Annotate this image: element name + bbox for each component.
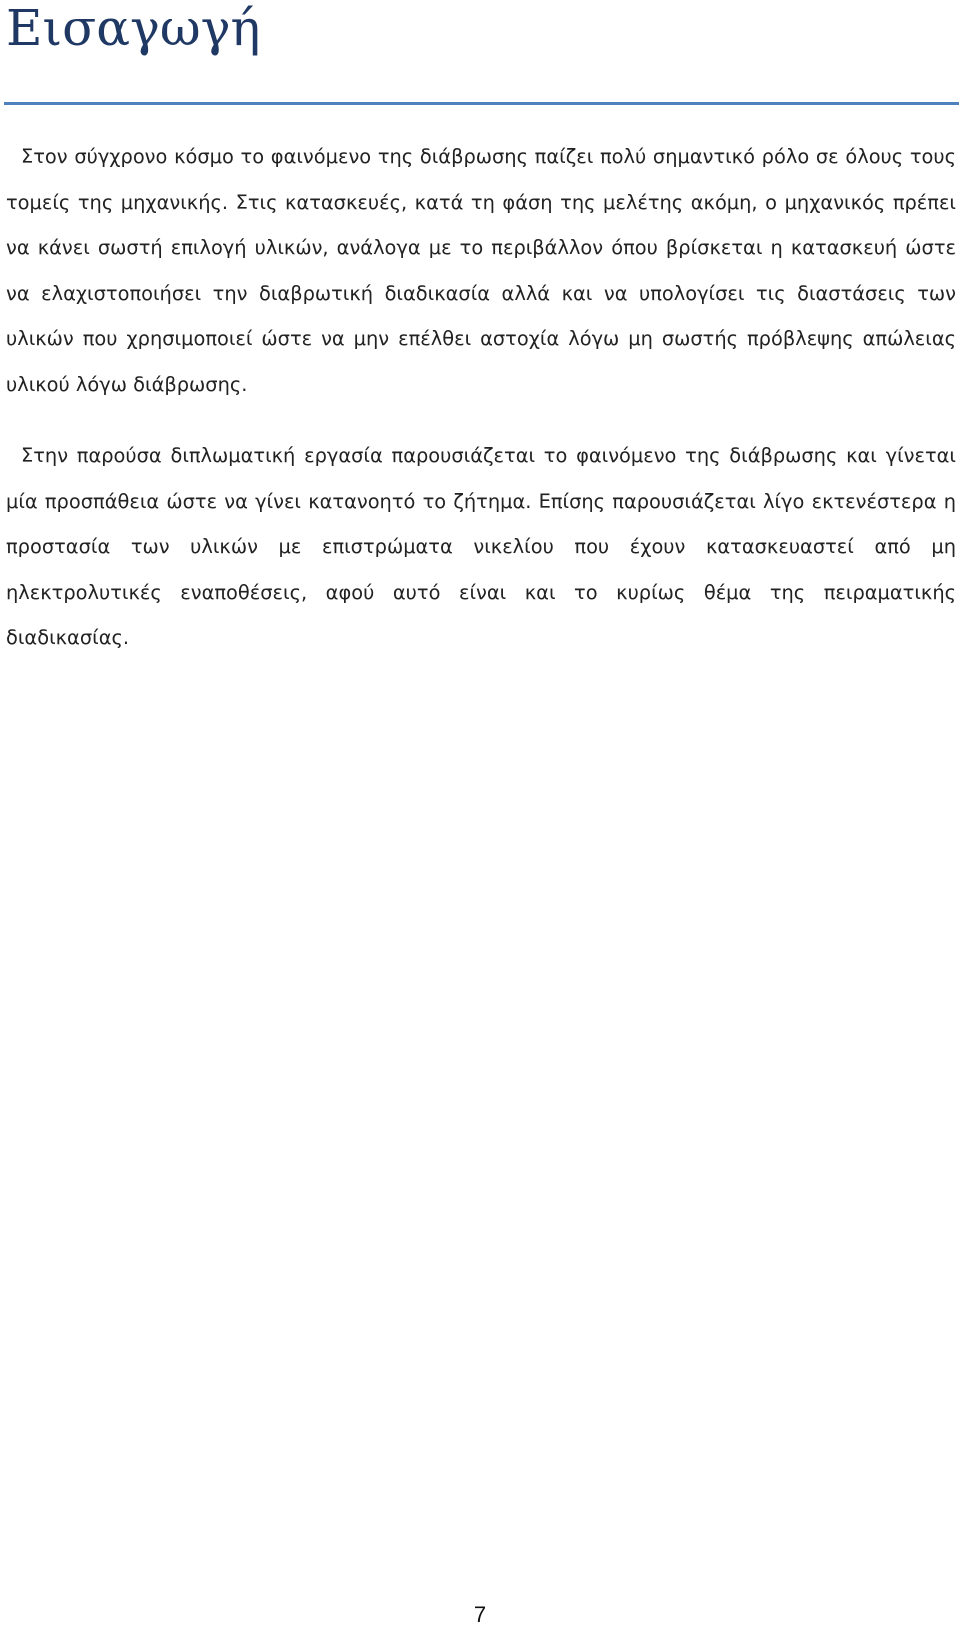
page-number: 7 <box>473 1602 487 1627</box>
intro-paragraph-2: Στην παρούσα διπλωματική εργασία παρουσιάζεται το φαινόμενο της διάβρωσης και γίνεται μία προσπάθεια ώστε να γίνει κατανοητό το ζήτημα. Επίσης παρουσιάζεται λίγο εκτενέστερα η προστασία των υλικών με επιστρώματα νικελίου που έχουν κατασκευαστεί από μη ηλεκτρολυτικές εναποθέσεις, αφού αυτό είναι και το κυρίως θέμα της πειραματικής διαδικασίας. <box>6 444 956 649</box>
title-underline-rule <box>4 102 959 105</box>
intro-paragraph-1: Στον σύγχρονο κόσμο το φαινόμενο της διάβρωσης παίζει πολύ σημαντικό ρόλο σε όλους τους τομείς της μηχανικής. Στις κατασκευές, κατά τη φάση της μελέτης ακόμη, ο μηχανικός πρέπει να κάνει σωστή επιλογή υλικών, ανάλογα με το περιβάλλον όπου βρίσκεται η κατασκευή ώστε να ελαχιστοποιήσει την διαβρωτική διαδικασία αλλά και να υπολογίσει τις διαστάσεις των υλικών που χρησιμοποιεί ώστε να μην επέλθει αστοχία λόγω μη σωστής πρόβλεψης απώλειας υλικού λόγω διάβρωσης. <box>6 145 956 396</box>
chapter-title: Εισαγωγή <box>6 0 261 57</box>
